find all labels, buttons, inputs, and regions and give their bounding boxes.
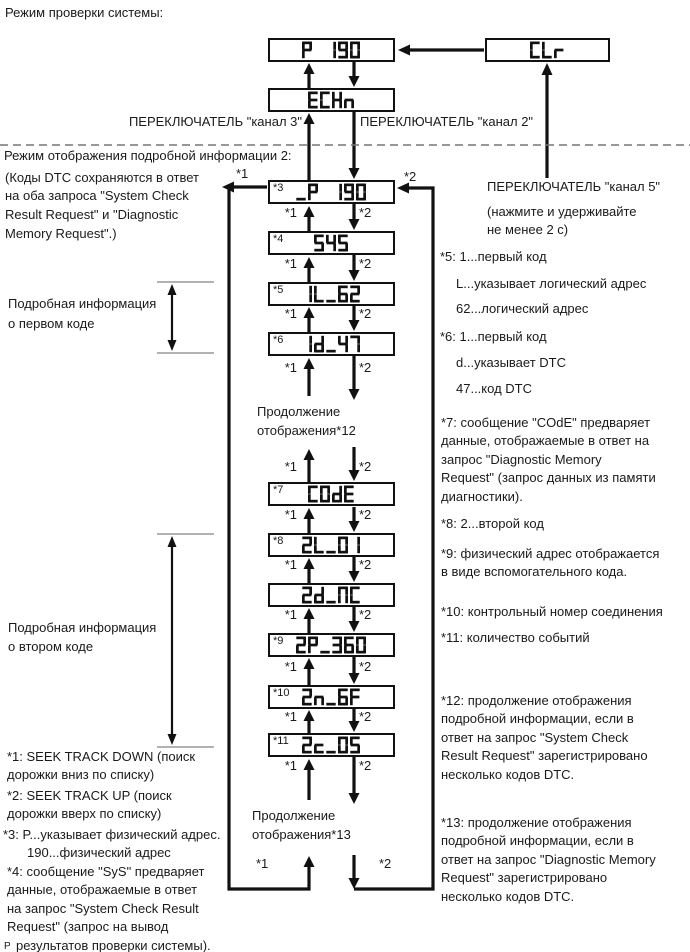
switch-channel5-note: (нажмите и удерживайте [487, 204, 637, 219]
footnote-2: дорожки вверх по списку) [7, 806, 162, 821]
display-footnote-ref: *6 [273, 334, 284, 346]
seek-up-marker: *2 [359, 709, 372, 724]
display-clr [485, 38, 610, 62]
footnote-11: *11: количество событий [441, 630, 590, 645]
display-p190 [268, 38, 395, 62]
footnote-1: дорожки вниз по списку) [7, 767, 155, 782]
footnote-7: Request" (запрос данных из памяти [441, 470, 656, 485]
intro-note-line: на оба запроса "System Check [5, 188, 189, 203]
stray-character: Р [4, 941, 11, 952]
display-code [268, 482, 395, 506]
footnote-12: *12: продолжение отображения [441, 693, 632, 708]
footnote-12: ответ на запрос "System Check [441, 730, 629, 745]
display-footnote-ref: *5 [273, 284, 284, 296]
seek-up-marker: *2 [359, 607, 372, 622]
continuation-13-label: Продолжение [252, 808, 336, 823]
footnote-5: 62...логический адрес [456, 301, 589, 316]
footnote-6: *6: 1...первый код [440, 329, 547, 344]
seek-down-marker: *1 [284, 557, 297, 572]
seek-down-marker: *1 [284, 360, 297, 375]
seek-down-marker: *1 [284, 507, 297, 522]
display-footnote-ref: *11 [273, 735, 289, 747]
display-2l01 [268, 533, 395, 557]
footnote-12: несколько кодов DTC. [441, 767, 575, 782]
seven-segment-text [296, 636, 368, 654]
seven-segment-text [302, 285, 362, 303]
display-2c05 [268, 733, 395, 757]
footnote-13: подробной информации, если в [441, 833, 634, 848]
seek-down-marker: *1 [284, 306, 297, 321]
footnote-13: несколько кодов DTC. [441, 889, 575, 904]
footnote-13: ответ на запрос "Diagnostic Memory [441, 852, 656, 867]
seek-down-marker: *1 [284, 607, 297, 622]
display-p190-detail [268, 180, 395, 204]
footnote-5: L...указывает логический адрес [456, 276, 647, 291]
switch-channel2-label: ПЕРЕКЛЮЧАТЕЛЬ "канал 2" [360, 114, 534, 129]
display-2n6f [268, 685, 395, 709]
footnote-8: *8: 2...второй код [441, 516, 544, 531]
footnote-6: d...указывает DTC [456, 355, 566, 370]
seek-up-marker: *2 [359, 557, 372, 572]
footnote-4: *4: сообщение "SyS" предваряет [7, 864, 205, 879]
page-title: Режим проверки системы: [5, 5, 164, 20]
seven-segment-text [308, 485, 356, 503]
footnote-1: *1: SEEK TRACK DOWN (поиск [7, 749, 196, 764]
intro-note-line: Memory Request".) [5, 226, 117, 241]
seek-up-marker: *2 [359, 659, 372, 674]
seek-up-marker: *2 [379, 856, 392, 871]
footnote-3: *3: P...указывает физический адрес. [3, 827, 221, 842]
footnote-12: подробной информации, если в [441, 711, 634, 726]
footnote-7: запрос "Diagnostic Memory [441, 452, 602, 467]
seven-segment-text [296, 183, 368, 201]
seven-segment-text [314, 234, 350, 252]
footnote-4: результатов проверки системы). [16, 938, 211, 952]
seven-segment-text [302, 586, 362, 604]
footnote-7: диагностики). [441, 489, 523, 504]
display-1l62 [268, 282, 395, 306]
display-2p360 [268, 633, 395, 657]
bracket-second-code [157, 534, 214, 747]
footnote-9: в виде вспомогательного кода. [441, 564, 628, 579]
seek-up-marker: *2 [359, 758, 372, 773]
display-footnote-ref: *4 [273, 233, 284, 245]
intro-note-line: (Коды DTC сохраняются в ответ [5, 170, 199, 185]
seek-up-marker: *2 [359, 205, 372, 220]
footnote-13: *13: продолжение отображения [441, 815, 632, 830]
switch-channel3-label: ПЕРЕКЛЮЧАТЕЛЬ "канал 3" [128, 114, 302, 129]
display-footnote-ref: *10 [273, 687, 290, 699]
footnote-7: данные, отображаемые в ответ на [441, 433, 650, 448]
display-sys [268, 231, 395, 255]
footnote-4: данные, отображаемые в ответ [7, 882, 198, 897]
footnote-12: Result Request" зарегистрировано [441, 748, 648, 763]
first-code-caption: Подробная информация [8, 296, 157, 311]
seven-segment-text [302, 335, 362, 353]
footnote-4: Request" (запрос на вывод [7, 919, 169, 934]
footnote-3: 190...физический адрес [27, 845, 171, 860]
seek-down-marker: *1 [256, 856, 269, 871]
display-footnote-ref: *9 [273, 635, 284, 647]
display-echn [268, 88, 395, 112]
switch-channel5-label: ПЕРЕКЛЮЧАТЕЛЬ "канал 5" [487, 179, 661, 194]
footnote-2: *2: SEEK TRACK UP (поиск [7, 788, 172, 803]
seek-up-marker: *2 [359, 256, 372, 271]
footnote-13: Request" зарегистрировано [441, 870, 608, 885]
seek-up-marker: *2 [359, 459, 372, 474]
seek-down-marker: *1 [236, 166, 249, 181]
section2-title: Режим отображения подробной информации 2: [4, 148, 292, 163]
second-code-caption: о втором коде [8, 639, 94, 654]
seven-segment-text [530, 41, 566, 59]
continuation-13-label: отображения*13 [252, 827, 351, 842]
seek-down-marker: *1 [284, 205, 297, 220]
first-code-caption: о первом коде [8, 316, 95, 331]
display-footnote-ref: *8 [273, 535, 284, 547]
seek-down-marker: *1 [284, 758, 297, 773]
seek-up-marker: *2 [359, 507, 372, 522]
continuation-12-label: Продолжение [257, 404, 341, 419]
seek-down-marker: *1 [284, 459, 297, 474]
display-1d47 [268, 332, 395, 356]
seek-down-marker: *1 [284, 256, 297, 271]
seek-down-marker: *1 [284, 659, 297, 674]
seven-segment-text [308, 91, 356, 109]
switch-channel5-note: не менее 2 с) [487, 222, 569, 237]
seven-segment-text [302, 536, 362, 554]
seek-up-marker: *2 [404, 169, 417, 184]
footnote-4: на запрос "System Check Result [7, 901, 199, 916]
seven-segment-text [302, 688, 362, 706]
seven-segment-text [302, 736, 362, 754]
display-footnote-ref: *3 [273, 182, 284, 194]
display-footnote-ref: *7 [273, 484, 284, 496]
seek-down-marker: *1 [284, 709, 297, 724]
footnote-10: *10: контрольный номер соединения [441, 604, 663, 619]
seek-up-marker: *2 [359, 360, 372, 375]
seven-segment-text [302, 41, 362, 59]
seek-up-marker: *2 [359, 306, 372, 321]
footnote-9: *9: физический адрес отображается [441, 546, 660, 561]
bracket-first-code [157, 282, 214, 353]
footnote-5: *5: 1...первый код [440, 249, 547, 264]
continuation-12-label: отображения*12 [257, 423, 356, 438]
display-2ddc [268, 583, 395, 607]
intro-note-line: Result Request" и "Diagnostic [5, 207, 179, 222]
footnote-7: *7: сообщение "COdE" предваряет [441, 415, 651, 430]
footnote-6: 47...код DTC [456, 381, 532, 396]
second-code-caption: Подробная информация [8, 620, 157, 635]
